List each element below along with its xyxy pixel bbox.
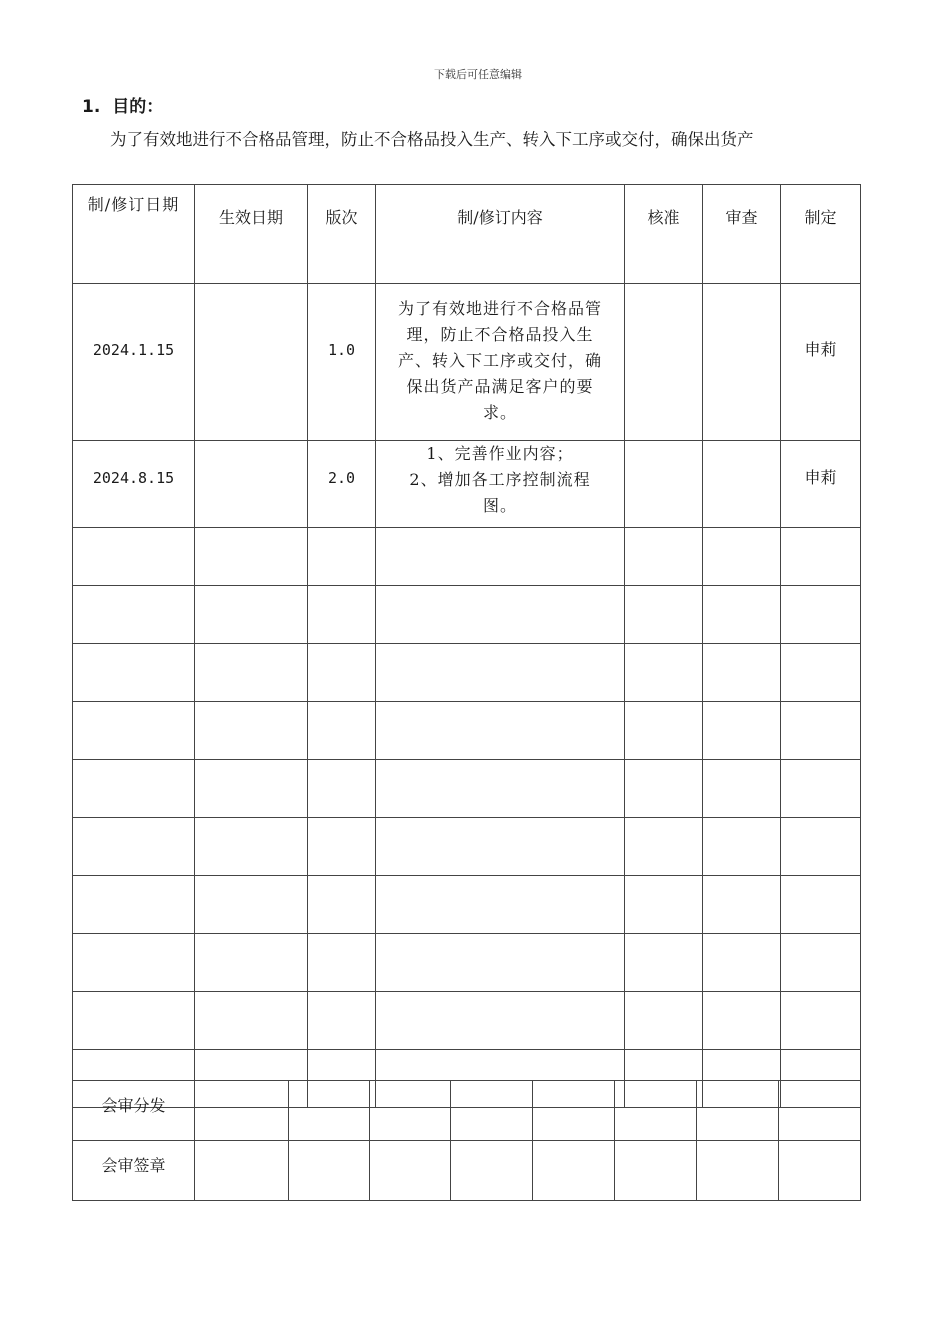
approve-cell[interactable] [625,818,703,876]
distribution-row [73,1081,861,1141]
signature-label: 会审签章 [73,1141,195,1201]
version: 2.0 [327,469,356,487]
revision-content-cell[interactable] [376,876,625,934]
prepare-cell [781,284,861,441]
version-cell [308,284,376,441]
revise-date: 2024.1.15 [92,341,175,359]
approve-cell[interactable] [625,586,703,644]
content-line: 理，防止不合格品投入生 [406,325,594,344]
revise-date-cell[interactable] [73,876,195,934]
signature-cell[interactable] [697,1141,779,1201]
header-prepare: 制定 [781,185,861,284]
revise-date-cell[interactable] [73,702,195,760]
content-line: 2、增加各工序控制流程 [409,470,591,489]
approve-cell[interactable] [625,876,703,934]
distribution-cell[interactable] [370,1081,451,1141]
revision-content-cell[interactable] [376,644,625,702]
review-cell[interactable] [703,586,781,644]
empty-table-row [73,818,861,876]
header-version: 版次 [308,185,376,284]
purpose-paragraph: 为了有效地进行不合格品管理，防止不合格品投入生产、转入下工序或交付，确保出货产 [110,130,754,149]
effective-date-cell[interactable] [195,528,308,586]
effective-date-cell[interactable] [195,586,308,644]
revision-content-cell [376,441,625,528]
revise-date-cell[interactable] [73,934,195,992]
effective-date-cell[interactable] [195,644,308,702]
effective-date-cell[interactable] [195,702,308,760]
prepare-cell[interactable] [781,876,861,934]
header-review: 审查 [703,185,781,284]
table-row [73,441,861,528]
approve-cell[interactable] [625,760,703,818]
prepare-cell[interactable] [781,818,861,876]
section-title: 目的： [112,97,164,117]
distribution-label: 会审分发 [73,1081,195,1141]
empty-rows [73,528,861,1108]
empty-table-row [73,528,861,586]
approve-cell[interactable] [625,934,703,992]
prepare-cell[interactable] [781,992,861,1050]
effective-date-cell[interactable] [195,876,308,934]
effective-date-cell[interactable] [195,934,308,992]
approve-cell [625,284,703,441]
revision-content-cell [376,284,625,441]
empty-table-row [73,702,861,760]
version-cell[interactable] [308,586,376,644]
signature-cell[interactable] [370,1141,451,1201]
content-line: 求。 [482,403,517,422]
revise-date: 2024.8.15 [92,469,175,487]
prepare-cell [781,441,861,528]
revise-date-cell[interactable] [73,644,195,702]
header-revise-date-label: 制/修订日期 [87,195,180,214]
review-sign-table [72,1080,861,1201]
approve-cell[interactable] [625,528,703,586]
empty-table-row [73,876,861,934]
header-content: 制/修订内容 [376,185,625,284]
revision-header-row [73,185,861,284]
download-note: 下载后可任意编辑 [434,68,522,81]
revision-content-cell[interactable] [376,528,625,586]
content-line: 保出货产品满足客户的要 [406,377,594,396]
empty-table-row [73,586,861,644]
section-heading [82,92,163,117]
approve-cell[interactable] [625,702,703,760]
review-cell[interactable] [703,934,781,992]
prepare-cell[interactable] [781,528,861,586]
version-cell[interactable] [308,818,376,876]
version-cell[interactable] [308,528,376,586]
signature-cell[interactable] [195,1141,289,1201]
approve-cell[interactable] [625,992,703,1050]
review-cell[interactable] [703,644,781,702]
signature-row [73,1141,861,1201]
revision-content-cell[interactable] [376,818,625,876]
distribution-cell[interactable] [195,1081,289,1141]
revision-table [72,184,861,1108]
prepare-cell[interactable] [781,760,861,818]
empty-table-row [73,992,861,1050]
version-cell[interactable] [308,702,376,760]
header-effective-date: 生效日期 [195,185,308,284]
effective-date-cell [195,284,308,441]
revise-date-cell[interactable] [73,818,195,876]
effective-date-cell[interactable] [195,818,308,876]
distribution-cell[interactable] [779,1081,861,1141]
empty-table-row [73,934,861,992]
revision-content-cell[interactable] [376,760,625,818]
revise-date-cell [73,284,195,441]
revise-date-cell[interactable] [73,586,195,644]
version: 1.0 [327,341,356,359]
header-revise-date [73,185,195,284]
version-cell[interactable] [308,876,376,934]
empty-table-row [73,760,861,818]
revision-content-cell[interactable] [376,586,625,644]
approve-cell[interactable] [625,644,703,702]
section-number: 1. [82,97,101,117]
distribution-cell[interactable] [451,1081,533,1141]
content-line: 1、完善作业内容； [426,444,574,463]
version-cell[interactable] [308,992,376,1050]
version-cell[interactable] [308,644,376,702]
signature-cell[interactable] [533,1141,615,1201]
prepare-cell[interactable] [781,644,861,702]
approve-cell [625,441,703,528]
revision-content-cell[interactable] [376,934,625,992]
version-cell [308,441,376,528]
version-cell[interactable] [308,934,376,992]
review-cell[interactable] [703,702,781,760]
prepare-cell[interactable] [781,586,861,644]
prepared-by: 申莉 [804,340,837,359]
revise-date-cell [73,441,195,528]
revision-content-cell[interactable] [376,702,625,760]
prepare-cell[interactable] [781,702,861,760]
prepare-cell[interactable] [781,934,861,992]
prepared-by: 申莉 [804,468,837,487]
revision-content-cell[interactable] [376,992,625,1050]
signature-cell[interactable] [779,1141,861,1201]
content-line: 产、转入下工序或交付，确 [397,351,602,370]
distribution-cell[interactable] [289,1081,370,1141]
effective-date-cell[interactable] [195,992,308,1050]
content-line: 图。 [482,496,517,515]
revise-date-cell[interactable] [73,528,195,586]
review-cell[interactable] [703,760,781,818]
table-row [73,284,861,441]
distribution-cell[interactable] [533,1081,615,1141]
revise-date-cell[interactable] [73,992,195,1050]
review-cell[interactable] [703,992,781,1050]
review-cell [703,284,781,441]
revise-date-cell[interactable] [73,760,195,818]
distribution-cell[interactable] [615,1081,697,1141]
distribution-cell[interactable] [697,1081,779,1141]
signature-cell[interactable] [615,1141,697,1201]
version-cell[interactable] [308,760,376,818]
signature-cell[interactable] [289,1141,370,1201]
review-cell[interactable] [703,528,781,586]
empty-table-row [73,644,861,702]
review-cell[interactable] [703,818,781,876]
header-approve: 核准 [625,185,703,284]
effective-date-cell[interactable] [195,760,308,818]
signature-cell[interactable] [451,1141,533,1201]
effective-date-cell [195,441,308,528]
content-line: 为了有效地进行不合格品管 [397,299,602,318]
review-cell [703,441,781,528]
review-cell[interactable] [703,876,781,934]
